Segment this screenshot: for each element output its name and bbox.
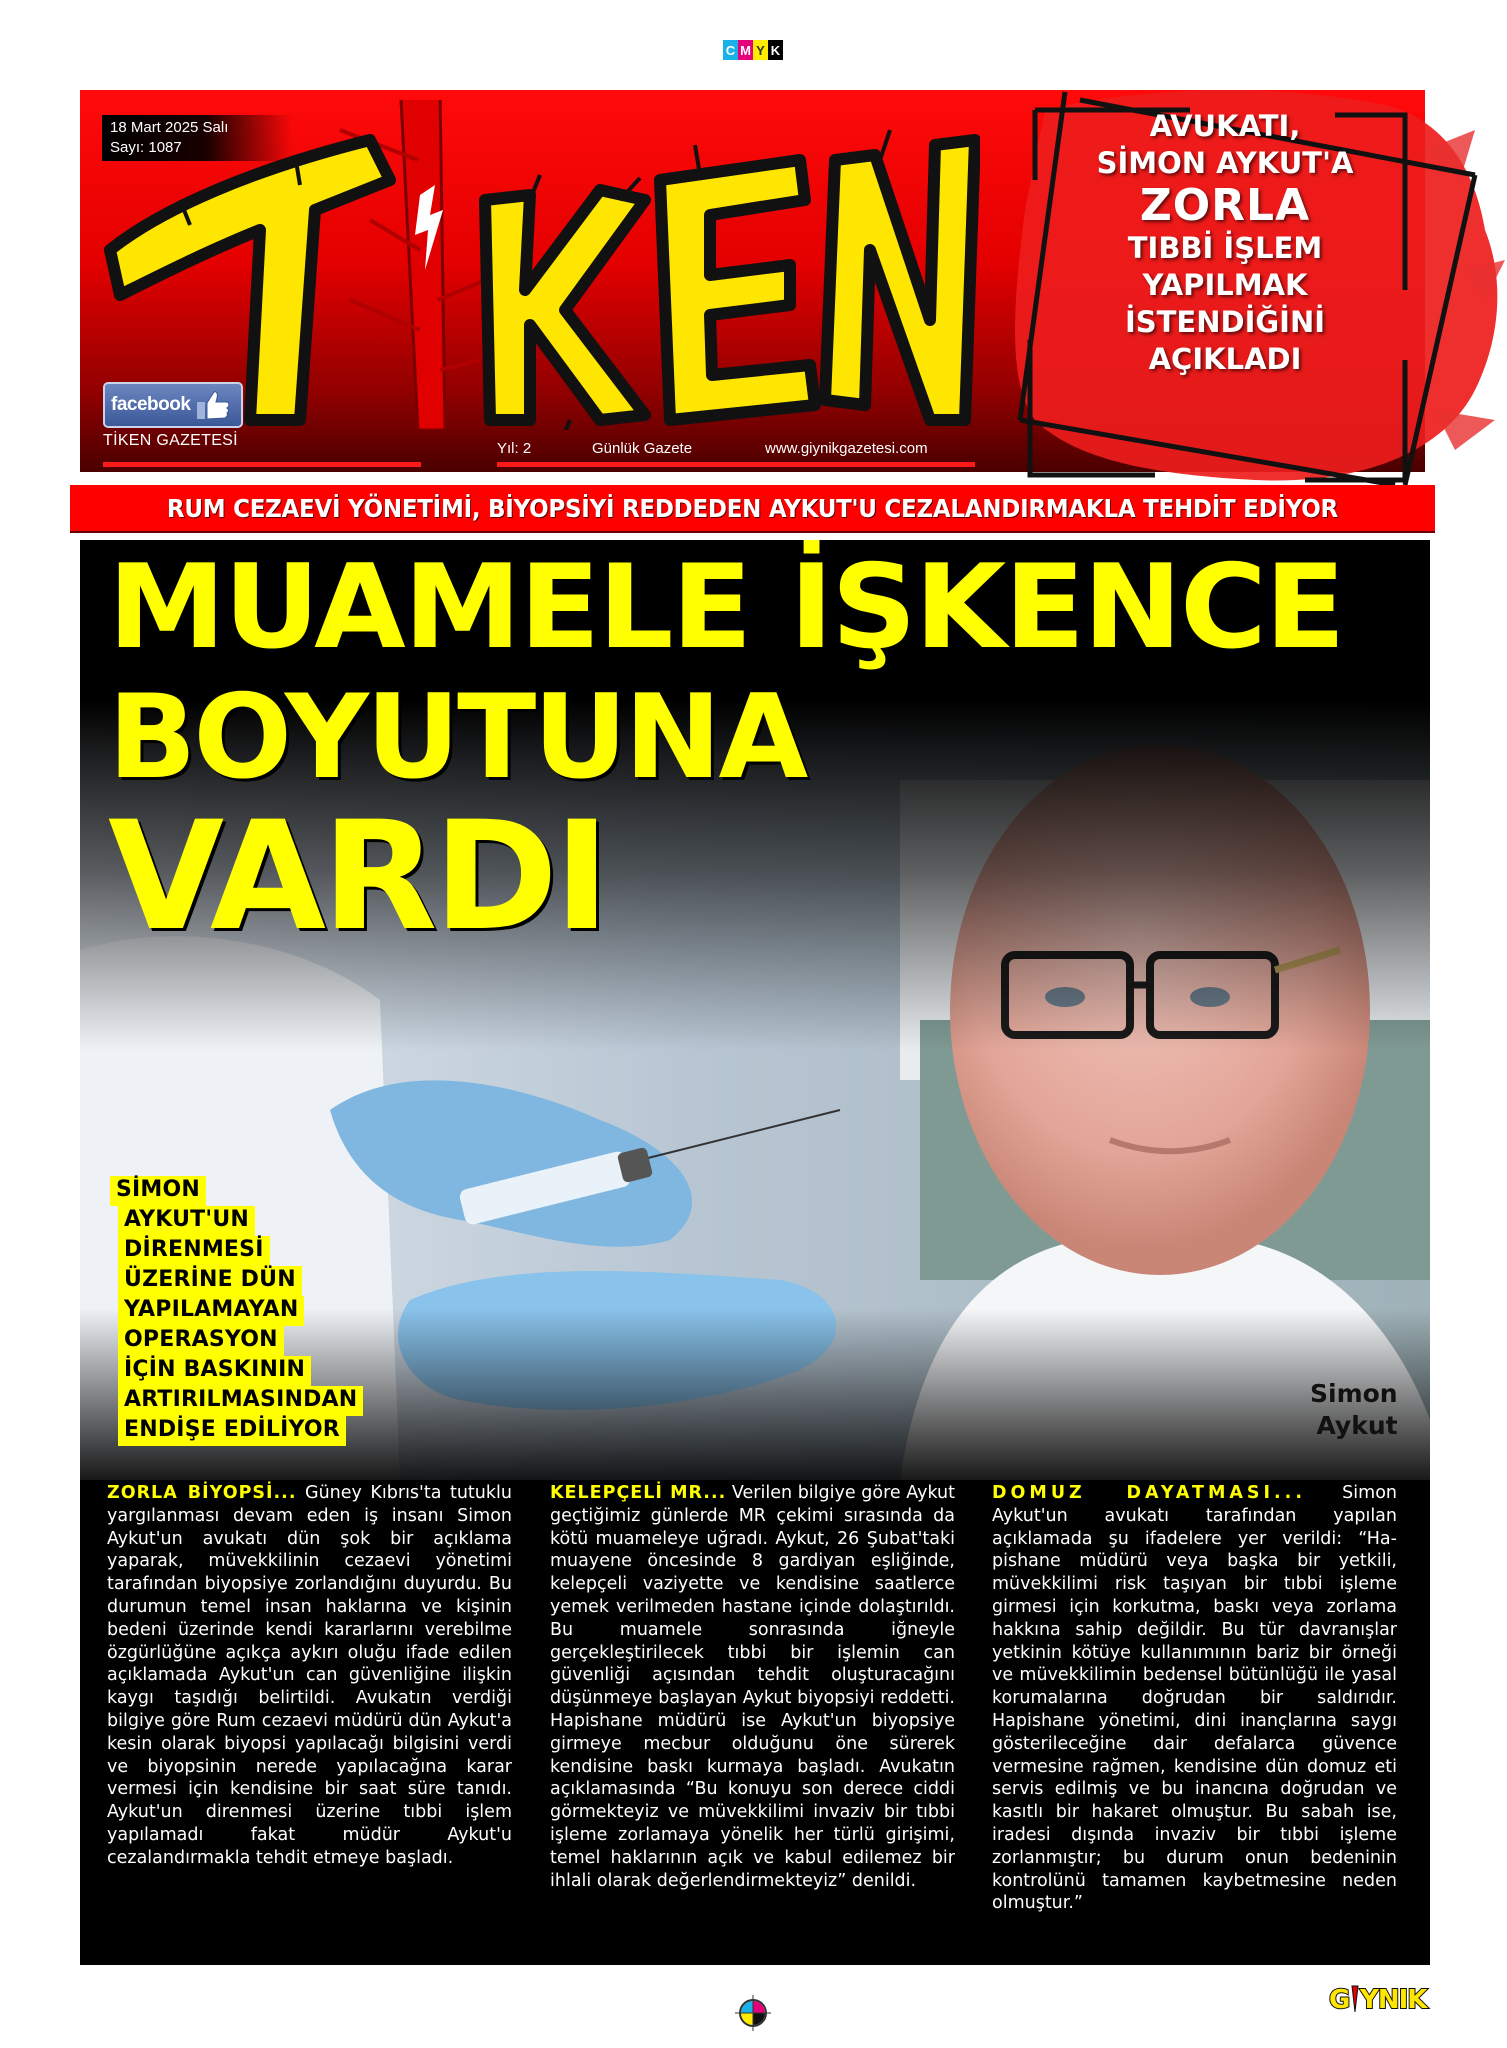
- caption-line: Simon: [1310, 1379, 1398, 1408]
- callout-line: SİMON AYKUT'A: [1096, 146, 1354, 180]
- callout-line: AVUKATI,: [1149, 109, 1301, 143]
- highlight-line: SİMON: [110, 1176, 206, 1206]
- highlight-box: [110, 1176, 363, 1446]
- facebook-page-name: TİKEN GAZETESİ: [103, 432, 238, 449]
- publication-year: Yıl: 2: [497, 440, 532, 457]
- highlight-line: OPERASYON: [118, 1326, 284, 1356]
- article-column-3: [992, 1482, 1397, 1915]
- callout-line: TIBBİ İŞLEM: [1127, 231, 1323, 265]
- divider-line: [103, 462, 421, 467]
- headline-line: VARDI: [108, 790, 606, 964]
- highlight-line: ÜZERİNE DÜN: [118, 1266, 302, 1296]
- cmyk-c: C: [723, 40, 738, 60]
- side-callout: [1040, 108, 1410, 378]
- headline-line: MUAMELE İŞKENCE: [108, 540, 1344, 675]
- article-column-2: [550, 1482, 955, 1892]
- column-body: Verilen bilgiye göre Aykut geçtiğimiz günlerde MR çekimi sırasında da kötü muameleye uğradı. Aykut, 26 Şubat'taki muayene öncesinde 8 gardiyan eşliğinde, kelepçeli vaziyette ve kendisine saatlerce yemek verilmeden hastane içinde dolaştırıldı. Bu muamele sonrasında iğneyle gerçekleştirilecek tıbbi bir işlemin can güvenliği açısından tehdit oluşturacağını düşünmeye başlayan Aykut biyopsiyi reddetti. Hapishane müdürü ise Aykut'un biyopsiye girmeye mecbur olduğunu öne sürerek kendisine baskı kurmaya başladı. Avukatın açıklamasında “Bu konuyu son derece ciddi görmekteyiz ve müvekkilimi invaziv bir tıbbi işleme zorlamaya yönelik her türlü girişimi, temel haklarının açık ve kabul edilemez bir ihlali olarak değerlendirmekteyiz” denildi.: [550, 1483, 955, 1891]
- facebook-badge[interactable]: [103, 382, 243, 428]
- website-link[interactable]: www.giynikgazetesi.com: [765, 440, 928, 457]
- strapline-text: RUM CEZAEVİ YÖNETİMİ, BİYOPSİYİ REDDEDEN AYKUT'U CEZALANDIRMAKLA TEHDİT EDİYOR: [166, 493, 1339, 523]
- column-body: Simon Aykut'un avukatı tarafından yapılan açıklamada şu ifadelere yer verildi: “Hapishane müdürü veya başka bir yetkili, müvekkilimi risk taşıyan bir tıbbi işleme girmesi için korkutma, baskı veya zorlama hakkına sahip değildir. Bu tür davranışlar yetkinin kötüye kullanımının bariz bir örneği ve müvekkilimin bedensel bütünlüğü ile yasal korumalarına doğrudan bir saldırıdır. Hapishane yönetimi, dini inançlarına saygı gösterileceğine dair defalarca güvence vermesine rağmen, kendisine dün domuz eti servis edilmiş ve bu inancına doğrudan ve kasıtlı bir hakaret olmuştur. Bu sabah ise, iradesi dışında invaziv bir tıbbi işleme zorlanmıştır; bu durum onun bedeninin kontrolünü tamamen kaybetmesine neden olmuştur.”: [992, 1483, 1397, 1914]
- column-lead: KELEPÇELİ MR...: [550, 1483, 727, 1503]
- cmyk-k: K: [768, 40, 783, 60]
- cmyk-y: Y: [753, 40, 768, 60]
- issue-date: 18 Mart 2025 Salı: [110, 119, 229, 136]
- cmyk-m: M: [738, 40, 753, 60]
- column-lead: ZORLA BİYOPSİ...: [107, 1483, 297, 1503]
- column-body: Güney Kıbrıs'ta tutuklu yargılanması devam eden iş insanı Simon Aykut'un avukatı dün şok bir açıklama yaparak, müvekkilinin cezaevi yönetimi tarafından biyopsiye zorlandığını duyurdu. Bu durumun temel insan haklarına ve kişinin bedeni üzerinde kendi kararlarını verebilme özgürlüğüne açıkça aykırı oluğu ifade edilen açıklamada Aykut'un can güvenliğine ilişkin kaygı taşıdığı belirtildi. Avukatın verdiği bilgiye göre Rum cezaevi müdürü dün Aykut'a kesin olarak biyopsi yapılacağı bilgisini verdi ve biyopsinin nerede yapılacağına karar vermesi için kendisine bir saat süre tanıdı. Aykut'un direnmesi üzerine tıbbi işlem yapılamadı fakat müdür Aykut'u cezalandırmakla tehdit etmeye başladı.: [107, 1483, 512, 1868]
- divider-line: [497, 462, 975, 467]
- publication-frequency: Günlük Gazete: [592, 440, 693, 457]
- main-story: [80, 540, 1430, 1965]
- cmyk-print-mark: [723, 40, 783, 60]
- caption-line: Aykut: [1316, 1411, 1398, 1440]
- article-column-1: [107, 1482, 512, 1870]
- headline-line: BOYUTUNA: [108, 670, 806, 805]
- callout-line-emphasis: ZORLA: [1139, 180, 1311, 231]
- issue-number: Sayı: 1087: [110, 139, 182, 156]
- registration-mark-icon: [735, 1995, 771, 2031]
- thumbs-up-icon: [196, 390, 230, 420]
- highlight-line: AYKUT'UN: [118, 1206, 255, 1236]
- svg-text:G: G: [1329, 1985, 1350, 2014]
- giynik-logo: [1325, 1982, 1435, 2014]
- highlight-line: ENDİŞE EDİLİYOR: [118, 1416, 346, 1446]
- highlight-line: İÇİN BASKININ: [118, 1356, 311, 1386]
- facebook-label: facebook: [111, 394, 191, 415]
- highlight-line: ARTIRILMASINDAN: [118, 1386, 363, 1416]
- column-lead: DOMUZ DAYATMASI...: [992, 1483, 1306, 1503]
- highlight-line: DİRENMESİ: [118, 1236, 270, 1266]
- date-issue-box: [102, 115, 292, 161]
- strapline-banner: [70, 485, 1435, 531]
- highlight-line: YAPILAMAYAN: [118, 1296, 304, 1326]
- headline: [108, 540, 1344, 964]
- callout-line: AÇIKLADI: [1148, 342, 1302, 376]
- callout-line: YAPILMAK: [1142, 268, 1308, 302]
- svg-text:YNIK: YNIK: [1360, 1985, 1427, 2014]
- callout-line: İSTENDİĞİNİ: [1124, 305, 1326, 339]
- photo-caption: [1310, 1378, 1398, 1442]
